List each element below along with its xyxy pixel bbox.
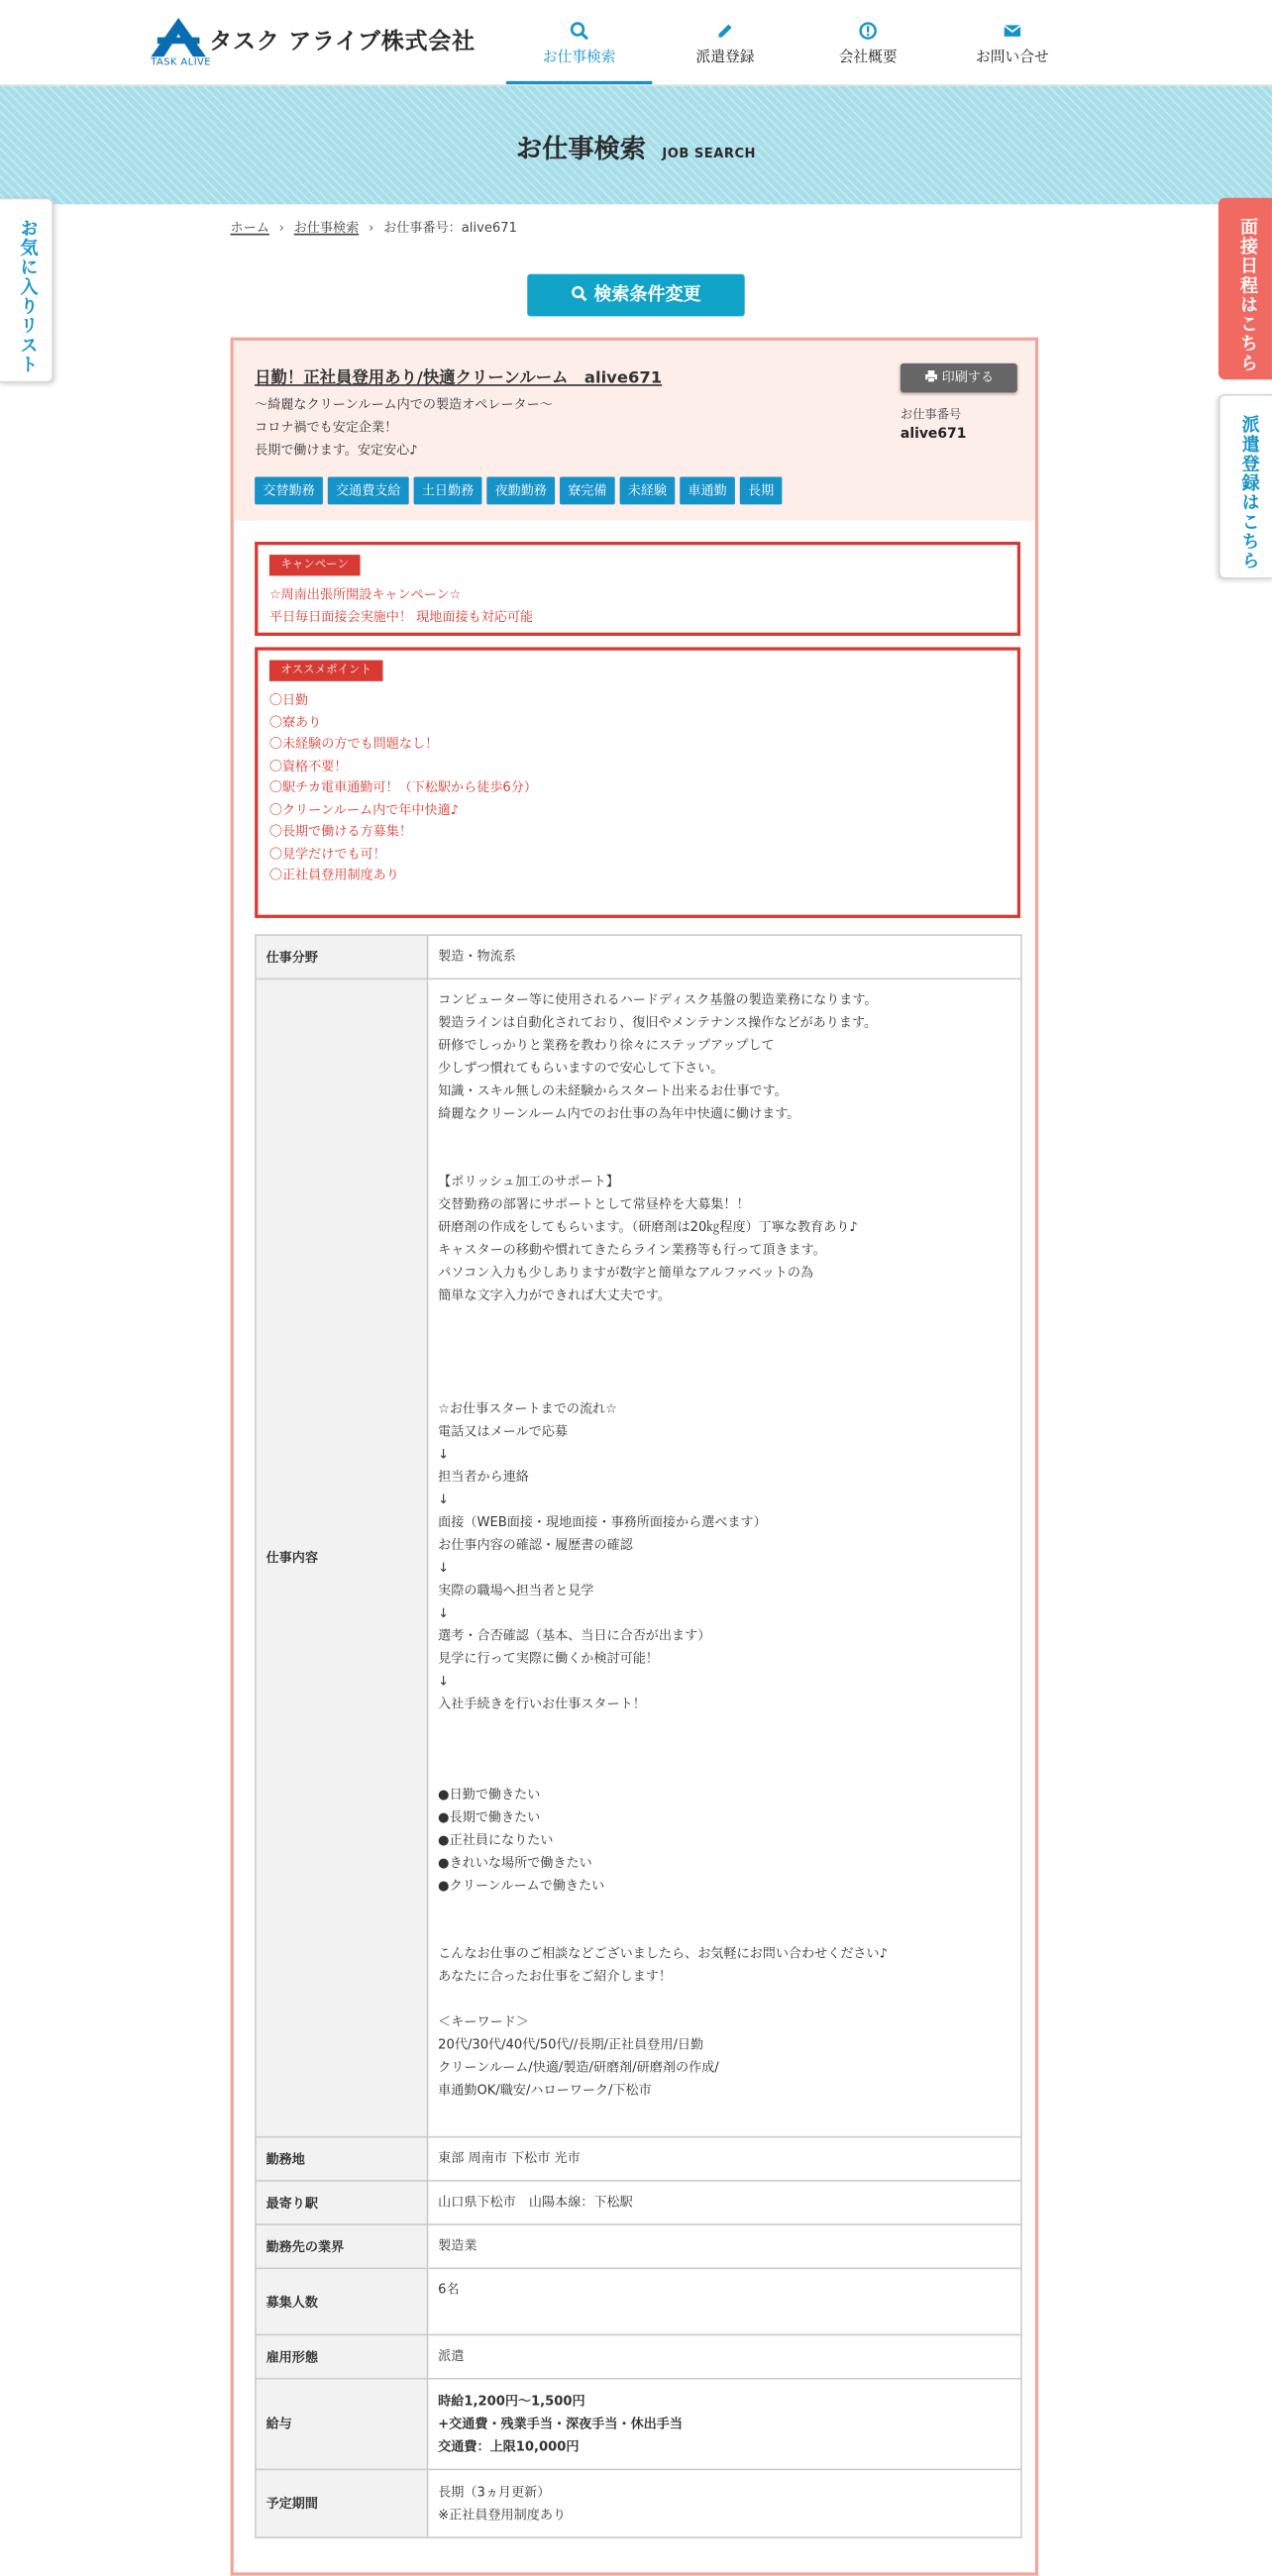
job-desc-line: コロナ禍でも安定企業！	[255, 420, 398, 435]
job-tag: 寮完備	[560, 476, 615, 504]
job-tag: 交通費支給	[328, 476, 409, 504]
table-row	[256, 2137, 1021, 2181]
table-row	[256, 2469, 1021, 2537]
nav-label: お仕事検索	[542, 50, 616, 67]
row-label: 予定期間	[256, 2469, 428, 2537]
point-item: 〇駅チカ電車通勤可！（下松駅から徒歩6分）	[268, 779, 537, 795]
favorites-tab-label: お気に入りリスト	[18, 219, 40, 375]
job-description	[255, 394, 553, 463]
table-row	[256, 979, 1021, 2136]
row-label: 勤務地	[256, 2137, 428, 2181]
interview-schedule-tab[interactable]	[1219, 198, 1272, 379]
row-label: 募集人数	[256, 2268, 428, 2334]
search-icon	[571, 285, 586, 301]
point-item: 〇長期で働ける方募集！	[268, 823, 412, 839]
register-tab-label: 派遣登録はこちら	[1239, 415, 1261, 571]
chevron-right-icon: ›	[369, 220, 374, 236]
recommend-points-label: オススメポイント	[269, 661, 383, 681]
row-label: 仕事分野	[256, 935, 428, 979]
breadcrumb-search[interactable]: お仕事検索	[293, 220, 360, 236]
mail-icon	[1003, 21, 1022, 41]
print-label: 印刷する	[941, 369, 995, 385]
printer-icon	[924, 369, 937, 382]
campaign-line: ☆周南出張所開設キャンペーン☆	[268, 586, 462, 602]
nav-label: 会社概要	[838, 50, 898, 67]
point-item: 〇資格不要！	[268, 758, 348, 773]
row-value: 製造業	[428, 2224, 1021, 2268]
row-value: 製造・物流系	[428, 935, 1021, 979]
row-value: 東部 周南市 下松市 光市	[428, 2137, 1021, 2181]
row-value: 6名	[428, 2268, 1021, 2334]
nav-label: お問い合せ	[976, 50, 1049, 67]
page-hero	[0, 86, 1272, 205]
recommend-points-box	[255, 647, 1020, 917]
job-title[interactable]: 日勤！正社員登用あり/快適クリーンルーム alive671	[255, 369, 663, 388]
breadcrumb-home[interactable]: ホーム	[230, 220, 269, 236]
job-desc-line: 長期で働けます。安定安心♪	[255, 443, 418, 458]
point-item: 〇クリーンルーム内で年中快適♪	[268, 801, 460, 817]
point-item: 〇見学だけでも可！	[268, 846, 386, 861]
job-card	[231, 338, 1039, 2576]
logo[interactable]	[151, 16, 476, 71]
nav-job-search[interactable]	[506, 0, 652, 84]
table-row	[256, 2334, 1021, 2378]
campaign-text	[269, 584, 533, 628]
job-number-label: お仕事番号	[900, 407, 962, 422]
row-label: 雇用形態	[256, 2334, 428, 2378]
job-tag: 車通勤	[680, 476, 735, 504]
point-item: 〇寮あり	[268, 714, 322, 730]
pencil-icon	[715, 21, 735, 41]
row-label: 最寄り駅	[256, 2181, 428, 2224]
page-title	[0, 128, 1272, 165]
job-desc-line: ～綺麗なクリーンルーム内での製造オペレーター～	[255, 397, 553, 412]
favorites-tab[interactable]	[0, 198, 53, 383]
breadcrumb-current: お仕事番号：alive671	[383, 220, 517, 236]
change-search-button[interactable]	[527, 274, 744, 317]
nav-label: 派遣登録	[695, 50, 755, 67]
point-item: 〇日勤	[268, 692, 309, 708]
campaign-label: キャンペーン	[269, 555, 361, 575]
job-tag: 未経験	[620, 476, 676, 504]
campaign-line: 平日毎日面接会実施中！ 現地面接も対応可能	[268, 608, 534, 624]
info-icon	[858, 21, 878, 41]
job-number: alive671	[900, 426, 967, 444]
logo-subtext: TASK ALIVE	[151, 56, 212, 68]
job-content-text: コンピューター等に使用されるハードディスク基盤の製造業務になります。 製造ラインは自動化されており、復旧やメンテナンス操作などがあります。 研修でしっかりと業務を教わり徐々にステップアップして 少しずつ慣れてもらいますので安心して下さい。 知識・スキル無しの未経験からスタート出来るお仕事です。 綺麗なクリーンルーム内でのお仕事の為年中快適に働けます。 【ポリッシュ加工のサポート】 交替勤務の部署にサポートとして常昼枠を大募集！！ 研磨剤の作成をしてもらいます。（研磨剤は20㎏程度）丁寧な教育あり♪ キャスターの移動や慣れてきたらライン業務等も行って頂きます。 パソコン入力も少しありますが数字と簡単なアルファベットの為 簡単な文字入力ができれば大丈夫です。 ☆お仕事スタートまでの流れ☆ 電話又はメールで応募 ↓ 担当者から連絡 ↓ 面接（WEB面接・現地面接・事務所面接から選べます） お仕事内容の確認・履歴書の確認 ↓ 実際の職場へ担当者と見学 ↓ 選考・合否確認（基本、当日に合否が出ます） 見学に行って実際に働くか検討可能！ ↓ 入社手続きを行いお仕事スタート！ ●日勤で働きたい ●長期で働きたい ●正社員になりたい ●きれいな場所で働きたい ●クリーンルームで働きたい こんなお仕事のご相談などございましたら、お気軽にお問い合わせください♪ あなたに合ったお仕事をご紹介します！ ＜キーワード＞ 20代/30代/40代/50代//長期/正社員登用/日勤 クリーンルーム/快適/製造/研磨剤/研磨剤の作成/ 車通勤OK/職安/ハローワーク/下松市	[428, 979, 1021, 2136]
job-card-header	[234, 341, 1035, 521]
search-icon	[570, 21, 589, 41]
breadcrumb	[231, 219, 517, 237]
table-row	[256, 2181, 1021, 2224]
nav-register[interactable]	[652, 0, 797, 84]
row-label: 給与	[256, 2379, 428, 2470]
table-row	[256, 935, 1021, 979]
job-details-table	[255, 934, 1022, 2538]
row-label: 仕事内容	[256, 979, 428, 2136]
nav-company[interactable]	[795, 0, 940, 84]
site-header	[0, 0, 1272, 86]
chevron-right-icon: ›	[278, 220, 284, 236]
row-value: 山口県下松市 山陽本線：下松駅	[428, 2181, 1021, 2224]
row-value: 長期（3ヵ月更新） ※正社員登用制度あり	[428, 2469, 1021, 2537]
table-row	[256, 2224, 1021, 2268]
table-row	[256, 2379, 1021, 2470]
logo-mark-icon	[151, 18, 206, 56]
salary-value: 時給1,200円～1,500円 +交通費・残業手当・深夜手当・休出手当 交通費：上限10,000円	[428, 2379, 1021, 2470]
campaign-box	[255, 542, 1020, 636]
job-tag: 交替勤務	[255, 476, 323, 504]
job-tag: 長期	[740, 476, 783, 504]
job-tags	[255, 470, 787, 504]
row-label: 勤務先の業界	[256, 2224, 428, 2268]
change-search-label: 検索条件変更	[593, 283, 701, 305]
point-item: 〇正社員登用制度あり	[268, 868, 399, 882]
recommend-points-list	[269, 689, 537, 886]
job-tag: 土日勤務	[414, 476, 482, 504]
print-button[interactable]	[901, 363, 1017, 392]
page-title-en: JOB SEARCH	[662, 146, 757, 161]
point-item: 〇未経験の方でも問題なし！	[268, 736, 439, 752]
register-tab[interactable]	[1219, 394, 1272, 579]
interview-tab-label: 面接日程はこちら	[1237, 217, 1259, 373]
job-tag: 夜勤勤務	[486, 476, 555, 504]
nav-contact[interactable]	[939, 0, 1085, 84]
table-row	[256, 2268, 1021, 2334]
row-value: 派遣	[428, 2334, 1021, 2378]
logo-text: タスク アライブ株式会社	[209, 29, 476, 55]
page-title-jp: お仕事検索	[515, 133, 646, 164]
